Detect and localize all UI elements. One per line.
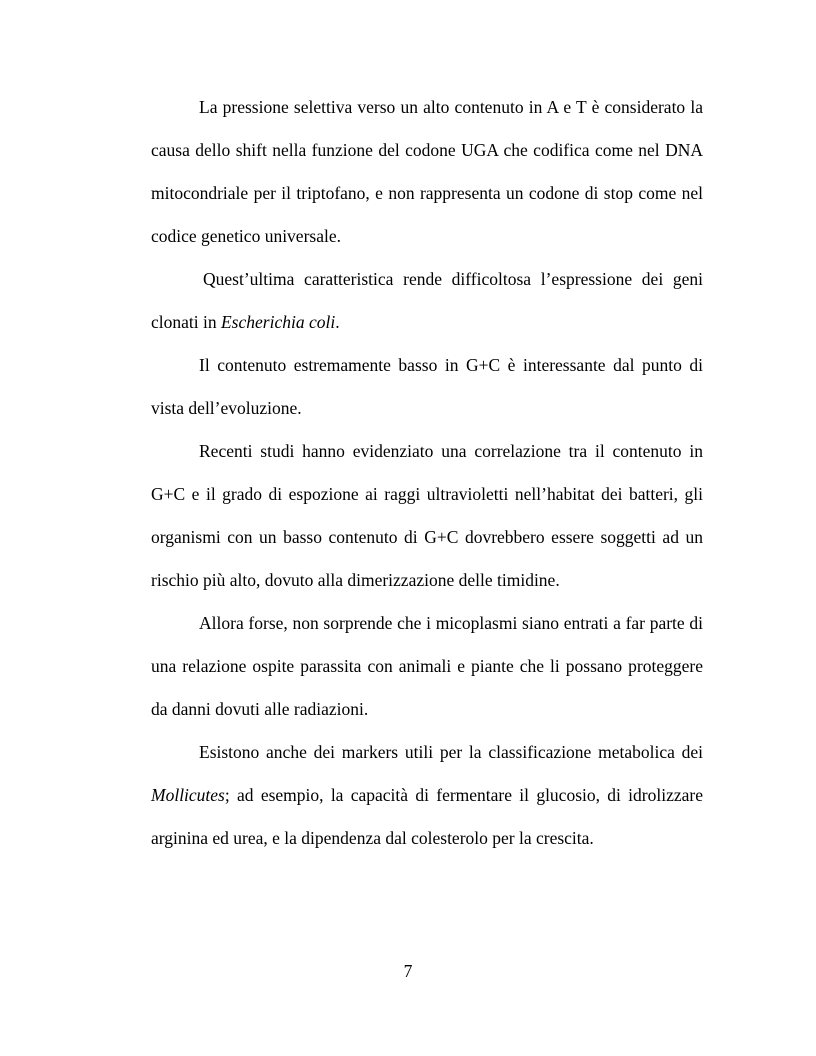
paragraph-text: Allora forse, non sorprende che i micoplasmi siano entrati a far parte di una relazione ospite parassita con animali e piante che li possano proteggere da danni dovuti alle radiazioni.: [151, 613, 703, 719]
paragraph-host-parasite: [151, 602, 703, 731]
paragraph-text: Quest’ultima caratteristica rende difficoltosa l’espressione dei geni clonati in: [151, 269, 703, 332]
paragraph-text: .: [335, 312, 340, 332]
paragraph-text: Recenti studi hanno evidenziato una correlazione tra il contenuto in G+C e il grado di espozione ai raggi ultravioletti nell’habitat dei batteri, gli organismi con un basso contenuto di G+C dovrebbero essere soggetti ad un rischio più alto, dovuto alla dimerizzazione delle timidine.: [151, 441, 703, 590]
paragraph-text: Il contenuto estremamente basso in G+C è interessante dal punto di vista dell’evoluzione.: [151, 355, 703, 418]
page-number: 7: [403, 961, 413, 981]
paragraph-codon-shift: [151, 86, 703, 258]
paragraph-ecoli-expression: [151, 258, 703, 344]
paragraph-text: Esistono anche dei markers utili per la classificazione metabolica dei: [199, 742, 703, 762]
paragraph-metabolic-markers: [151, 731, 703, 860]
species-name-italic: Escherichia coli: [220, 312, 336, 332]
paragraph-gc-content: [151, 344, 703, 430]
taxon-name-italic: Mollicutes: [151, 785, 225, 805]
body-text: [151, 86, 703, 860]
paragraph-text: ; ad esempio, la capacità di fermentare il glucosio, di idrolizzare arginina ed urea, e la dipendenza dal colesterolo per la crescita.: [151, 785, 703, 848]
paragraph-uv-correlation: [151, 430, 703, 602]
paragraph-text: La pressione selettiva verso un alto contenuto in A e T è considerato la causa dello shift nella funzione del codone UGA che codifica come nel DNA mitocondriale per il triptofano, e non rappresenta un codone di stop come nel codice genetico universale.: [151, 97, 703, 246]
